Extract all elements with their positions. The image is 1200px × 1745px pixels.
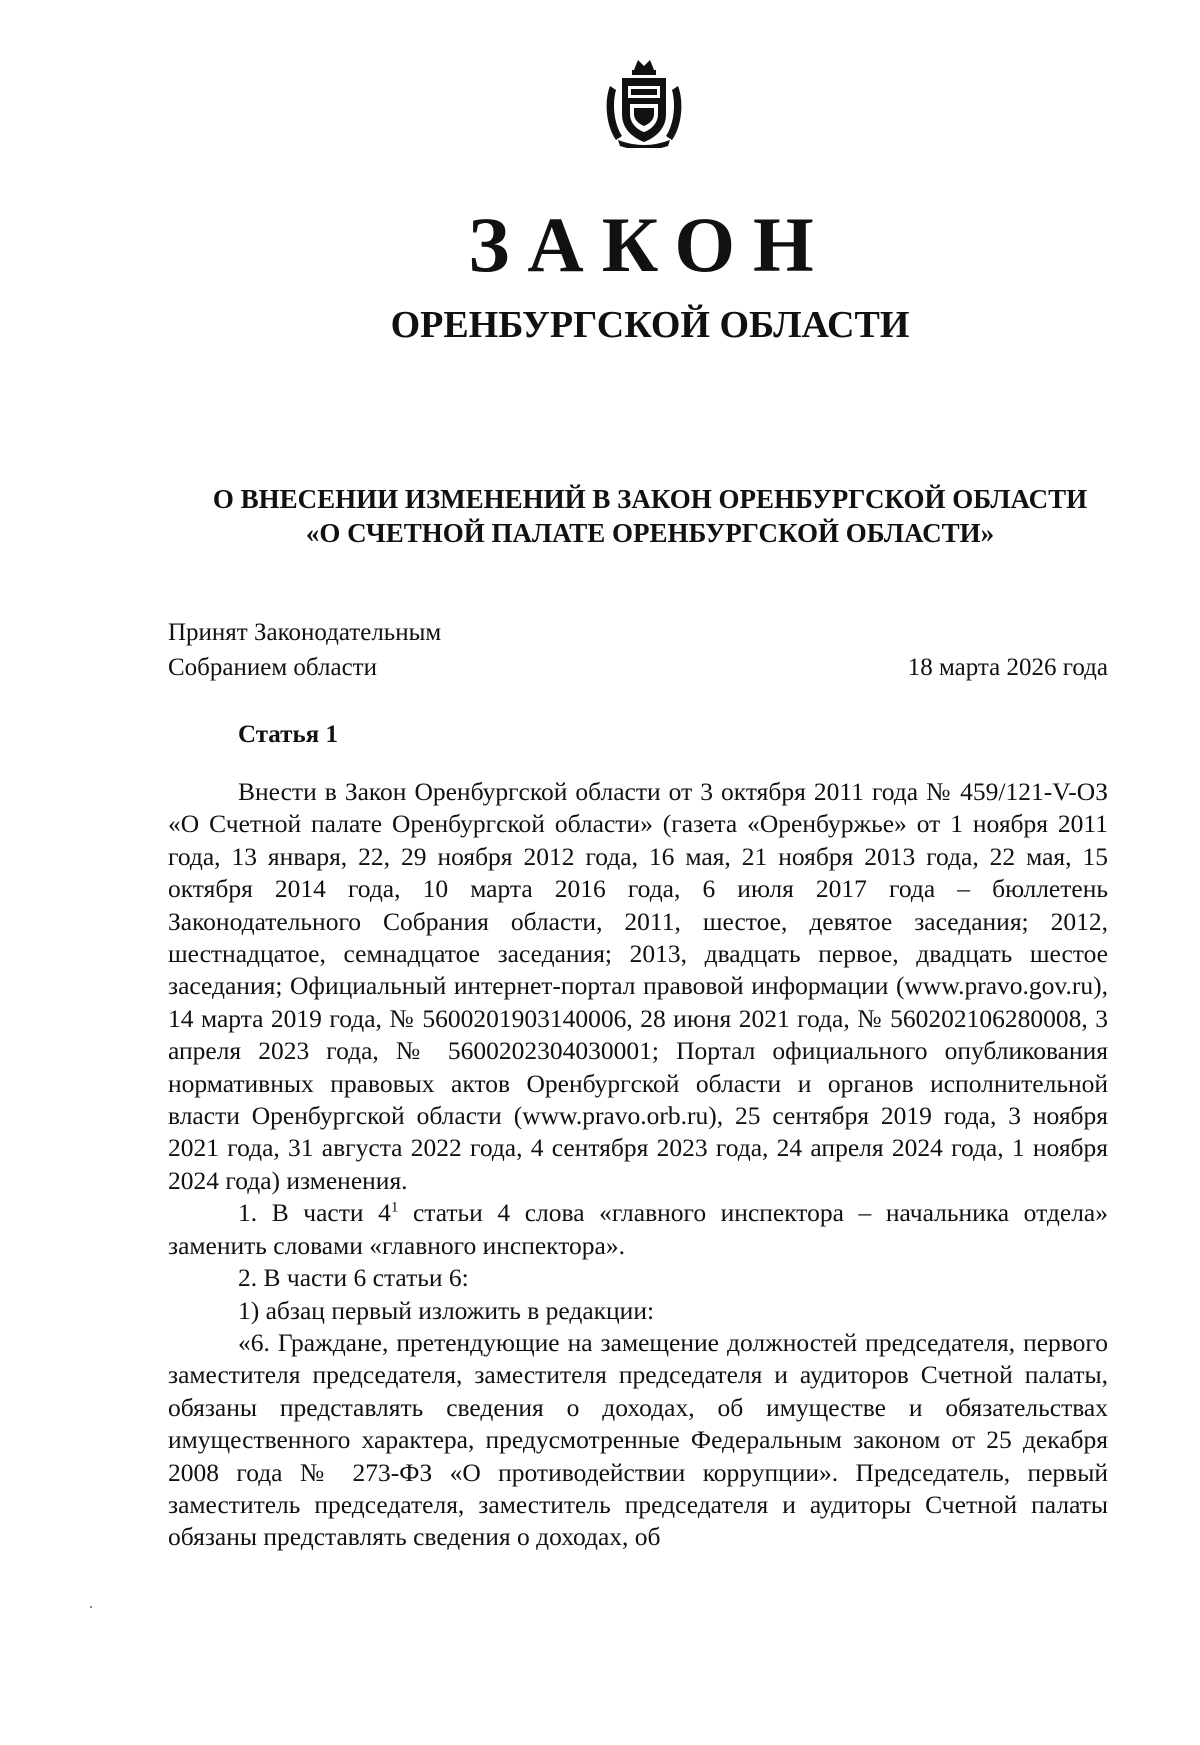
- article-body: [168, 776, 1108, 1554]
- scan-mark: [90, 1606, 92, 1608]
- adoption-line-1: Принят Законодательным: [168, 619, 442, 646]
- law-title-line-1: О ВНЕСЕНИИ ИЗМЕНЕНИЙ В ЗАКОН ОРЕНБУРГСКОЙ ОБЛАСТИ: [212, 484, 1088, 514]
- document-type: ЗАКОН: [468, 201, 832, 288]
- item-1-text-b: статьи 4 слова «главного инспектора – начальника отдела» заменить словами «главного инспектора».: [168, 1198, 1108, 1260]
- adoption-date: 18 марта 2026 года: [907, 654, 1108, 681]
- quoted-paragraph: «6. Граждане, претендующие на замещение должностей председателя, первого заместителя председателя, заместителя председателя и аудиторов Счетной палаты, обязаны представлять сведения о доходах, об имуществе и обязательствах имущественного характера, предусмотренные Федеральным законом от 25 декабря 2008 года № 273-ФЗ «О противодействии коррупции». Председатель, первый заместитель председателя, заместитель председателя и аудиторы Счетной палаты обязаны представлять сведения о доходах, об: [168, 1327, 1108, 1552]
- adoption-line-2: Собранием области: [168, 654, 377, 681]
- adoption-block: [168, 615, 1108, 685]
- article-intro-paragraph: Внести в Закон Оренбургской области от 3 октября 2011 года № 459/121-V-ОЗ «О Счетной палате Оренбургской области» (газета «Оренбуржье» от 1 ноября 2011 года, 13 января, 22, 29 ноября 2012 года, 16 мая, 21 ноября 2013 года, 22 мая, 15 октября 2014 года, 10 марта 2016 года, 6 июля 2017 года – бюллетень Законодательного Собрания области, 2011, шестое, девятое заседания; 2012, шестнадцатое, семнадцатое заседания; 2013, двадцать первое, двадцать шестое заседания; Официальный интернет-портал правовой информации (www.pravo.gov.ru), 14 марта 2019 года, № 5600201903140006, 28 июня 2021 года, № 560202106280008, 3 апреля 2023 года, № 5600202304030001; Портал официального опубликования нормативных правовых актов Оренбургской области и органов исполнительной власти Оренбургской области (www.pravo.orb.ru), 25 сентября 2019 года, 3 ноября 2021 года, 31 августа 2022 года, 4 сентября 2023 года, 24 апреля 2024 года, 1 ноября 2024 года) изменения.: [168, 777, 1108, 1195]
- item-1-text-a: 1. В части 4: [238, 1198, 391, 1228]
- law-title: [0, 482, 1200, 550]
- item-2-paragraph: 2. В части 6 статьи 6:: [238, 1263, 469, 1293]
- law-title-line-2: «О СЧЕТНОЙ ПАЛАТЕ ОРЕНБУРГСКОЙ ОБЛАСТИ»: [305, 518, 995, 548]
- article-heading: Статья 1: [238, 721, 338, 748]
- item-1-superscript: 1: [390, 1199, 399, 1216]
- coat-of-arms-icon: [604, 56, 684, 148]
- item-2-1-paragraph: 1) абзац первый изложить в редакции:: [238, 1295, 655, 1325]
- item-1-paragraph: [168, 1197, 1108, 1262]
- region-heading: ОРЕНБУРГСКОЙ ОБЛАСТИ: [390, 304, 910, 346]
